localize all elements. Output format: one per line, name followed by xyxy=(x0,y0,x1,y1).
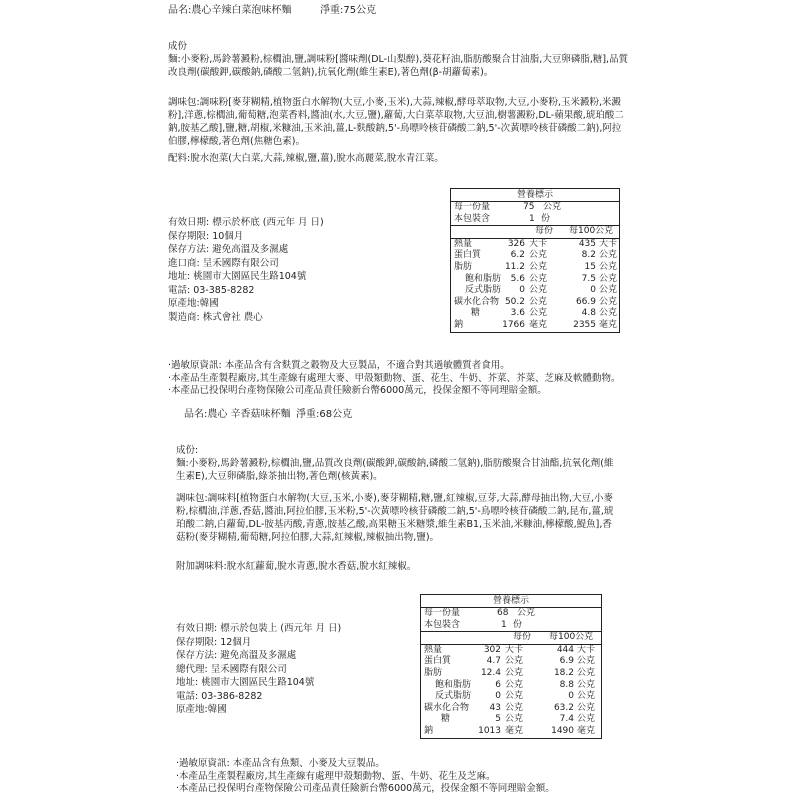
per-100g-unit: 公克 xyxy=(577,702,596,713)
per-serving-value: 3.6 xyxy=(510,308,525,319)
nutrient-label: 碳水化合物 xyxy=(424,702,470,713)
product1-nutrition-rows xyxy=(451,238,619,332)
per-100g-unit: 大卡 xyxy=(577,644,596,655)
nutrient-label: 熱量 xyxy=(454,238,473,249)
per-100g-value: 4.8 xyxy=(581,308,596,319)
nutrient-label: 熱量 xyxy=(424,644,443,655)
per-100g-value: 7.4 xyxy=(559,714,574,725)
nutrition-row xyxy=(451,274,619,286)
product2-info xyxy=(176,622,341,717)
col-per-serving: 每份 xyxy=(513,632,532,643)
servings-unit: 份 xyxy=(513,619,523,630)
note-line: ·本產品生產製程廠房,其生產線有處理大麥、甲殼類動物、蛋、花生、牛奶、芥菜、芥菜、芝麻及軟體動物。 xyxy=(168,372,621,384)
nutrition-row xyxy=(451,320,619,332)
per-100g-value: 0 xyxy=(590,285,596,296)
servings-unit: 份 xyxy=(541,213,551,224)
nutrition-row xyxy=(421,703,601,715)
info-line: 地址: 桃園市大園區民生路104號 xyxy=(168,271,307,282)
per-serving-unit: 公克 xyxy=(505,714,524,725)
per-serving-unit: 大卡 xyxy=(529,238,548,249)
servings-label: 本包裝含 xyxy=(454,213,491,224)
nutrient-label: 鈉 xyxy=(454,319,464,330)
info-line: 保存方法: 避免高溫及多濕處 xyxy=(176,650,297,661)
product1-ingredients-label: 成份 xyxy=(168,41,188,52)
per-serving-value: 1013 xyxy=(478,725,501,736)
product2-nutrition-table xyxy=(420,594,602,739)
nutrition-row xyxy=(421,726,601,738)
info-line: 保存期限: 12個月 xyxy=(176,636,252,648)
product1-ingredients: 麵:小麥粉,馬鈴薯澱粉,棕櫚油,鹽,調味粉[醬味劑(DL-山梨醇),葵花籽油,脂肪酸聚合甘油脂,大豆卵磷脂,糖],品質改良劑(碳酸鉀,碳酸鈉,磷酸二氫鈉),抗氧化劑(維生素E),著色劑(β-胡蘿蔔素)。 xyxy=(168,54,629,78)
per-serving-unit: 公克 xyxy=(529,308,548,319)
per-100g-value: 63.2 xyxy=(553,702,574,713)
col-per-serving: 每份 xyxy=(535,226,554,237)
per-100g-value: 435 xyxy=(578,238,596,249)
note-line: ·過敏原資訊: 本產品含有魚類、小麥及大豆製品。 xyxy=(176,758,385,769)
per-serving-unit: 公克 xyxy=(529,285,548,296)
per-100g-value: 18.2 xyxy=(553,667,574,678)
per-100g-unit: 公克 xyxy=(577,667,596,678)
per-serving-value: 302 xyxy=(483,644,501,655)
nutrient-label: 鈉 xyxy=(424,725,434,736)
per-100g-value: 66.9 xyxy=(575,296,596,307)
per-serving-unit: 公克 xyxy=(529,273,548,284)
serving-size-label: 每一份量 xyxy=(454,202,491,212)
per-serving-unit: 毫克 xyxy=(529,319,548,330)
note-line: ·本產品已投保明台產物保險公司產品責任險新台幣6000萬元，投保金額不等同理賠金額。 xyxy=(176,783,555,794)
product2-name: 品名:農心 辛香菇味杯麵 xyxy=(184,409,291,420)
nutrition-row xyxy=(421,656,601,668)
per-serving-value: 6 xyxy=(495,679,501,690)
product1-nutrition-table xyxy=(450,188,620,333)
nutrient-label: 飽和脂肪 xyxy=(465,273,502,284)
servings-label: 本包裝含 xyxy=(424,619,461,630)
nutrient-label: 糖 xyxy=(471,308,481,319)
product2-seasoning: 調味包:調味料[植物蛋白水解物(大豆,玉米,小麥),麥芽糊精,糖,鹽,紅辣椒,豆芽,大蒜,酵母抽出物,大豆,小麥粉,棕櫚油,洋蔥,香菇,醬油,阿拉伯膠,玉米粉,5'-次黃嘌呤核苷磷酸二鈉,5'-鳥嘌呤核苷磷酸二鈉,昆布,薑,琥珀酸二鈉,白蘿蔔,DL-胺基丙酸,青蔥,胺基乙酸,高果糖玉米糖漿,維生素B1,玉米油,米糠油,檸檬酸,鯷魚],香菇粉(麥芽糊精,葡萄糖,阿拉伯膠,大蒜,紅辣椒,辣椒抽出物,鹽)。 xyxy=(176,493,614,543)
per-100g-value: 6.9 xyxy=(559,656,574,667)
product1-name: 品名:農心辛辣白菜泡味杯麵 xyxy=(168,5,292,16)
servings-value: 1 xyxy=(501,619,507,630)
per-100g-unit: 公克 xyxy=(599,296,618,307)
per-100g-unit: 公克 xyxy=(599,308,618,319)
serving-size-value: 75 xyxy=(523,202,535,212)
nutrition-row xyxy=(421,680,601,692)
nutrition-title: 營養標示 xyxy=(451,189,619,202)
per-serving-value: 0 xyxy=(519,285,525,296)
product2-ingredients-label: 成份: xyxy=(176,445,199,456)
info-line: 保存期限: 10個月 xyxy=(168,230,244,242)
per-100g-value: 0 xyxy=(568,691,574,702)
nutrition-row xyxy=(451,238,619,251)
col-per-100g: 每100公克 xyxy=(549,632,594,643)
per-100g-value: 1490 xyxy=(551,725,574,736)
nutrition-row xyxy=(421,714,601,726)
info-line: 有效日期: 標示於包裝上 (西元年 月 日) xyxy=(176,623,342,634)
nutrient-label: 脂肪 xyxy=(424,667,443,678)
info-line: 電話: 03-385-8282 xyxy=(168,284,255,296)
nutrition-row xyxy=(421,644,601,657)
per-100g-unit: 公克 xyxy=(577,691,596,702)
nutrient-label: 糖 xyxy=(441,714,451,725)
col-per-100g: 每100公克 xyxy=(569,226,614,237)
per-serving-unit: 公克 xyxy=(505,679,524,690)
info-line: 保存方法: 避免高溫及多濕處 xyxy=(168,244,289,255)
per-serving-unit: 大卡 xyxy=(505,644,524,655)
per-100g-value: 8.8 xyxy=(559,679,574,690)
per-serving-unit: 公克 xyxy=(529,261,548,272)
per-serving-unit: 公克 xyxy=(505,702,524,713)
per-100g-unit: 公克 xyxy=(599,273,618,284)
per-serving-unit: 毫克 xyxy=(505,725,524,736)
nutrition-row xyxy=(421,668,601,680)
per-serving-value: 5.6 xyxy=(510,273,525,284)
nutrition-row xyxy=(421,691,601,703)
per-100g-value: 444 xyxy=(556,644,574,655)
per-serving-value: 43 xyxy=(489,702,501,713)
per-serving-value: 0 xyxy=(495,691,501,702)
info-line: 電話: 03-386-8282 xyxy=(176,690,263,702)
per-serving-value: 1766 xyxy=(502,319,525,330)
info-line: 總代理: 呈禾國際有限公司 xyxy=(176,663,287,675)
serving-size-value: 68 xyxy=(497,608,509,618)
per-100g-unit: 公克 xyxy=(599,250,618,261)
info-line: 進口商: 呈禾國際有限公司 xyxy=(168,257,279,269)
product1-notes xyxy=(168,360,621,398)
per-100g-unit: 公克 xyxy=(599,285,618,296)
nutrient-label: 反式脂肪 xyxy=(435,691,472,702)
nutrition-row xyxy=(451,250,619,262)
per-100g-unit: 毫克 xyxy=(599,319,618,330)
product2-ingredients: 麵:小麥粉,馬鈴薯澱粉,棕櫚油,鹽,品質改良劑(碳酸鉀,碳酸鈉,磷酸二氫鈉),脂肪酸聚合甘油酯,抗氧化劑(維生素E),大豆卵磷脂,綠茶抽出物,著色劑(核黃素)。 xyxy=(176,458,614,482)
per-100g-value: 8.2 xyxy=(581,250,596,261)
per-100g-unit: 公克 xyxy=(577,656,596,667)
per-serving-value: 11.2 xyxy=(504,261,525,272)
per-100g-unit: 大卡 xyxy=(599,238,618,249)
nutrition-row xyxy=(451,297,619,309)
per-100g-value: 15 xyxy=(584,261,596,272)
nutrient-label: 蛋白質 xyxy=(424,656,452,667)
per-serving-unit: 公克 xyxy=(529,250,548,261)
product2-notes xyxy=(176,758,555,796)
per-serving-unit: 公克 xyxy=(529,296,548,307)
info-line: 原產地:韓國 xyxy=(168,298,219,309)
info-line: 有效日期: 標示於杯底 (西元年 月 日) xyxy=(168,217,324,228)
info-line: 製造商: 株式會社 農心 xyxy=(168,311,263,323)
product1-garnish: 配料:脫水泡菜(大白菜,大蒜,辣椒,鹽,薑),脫水高麗菜,脫水青江菜。 xyxy=(168,153,444,164)
per-serving-unit: 公克 xyxy=(505,667,524,678)
per-100g-value: 7.5 xyxy=(581,273,596,284)
nutrition-row xyxy=(451,308,619,320)
product1-net-weight: 淨重:75公克 xyxy=(320,5,377,16)
nutrient-label: 飽和脂肪 xyxy=(435,679,472,690)
serving-size-label: 每一份量 xyxy=(424,608,461,618)
info-line: 原產地:韓國 xyxy=(176,704,227,715)
product2-net-weight: 淨重:68公克 xyxy=(296,409,353,420)
serving-size-unit: 公克 xyxy=(543,202,562,212)
nutrient-label: 蛋白質 xyxy=(454,250,482,261)
product1-seasoning: 調味包:調味粉[麥芽糊精,植物蛋白水解物(大豆,小麥,玉米),大蒜,辣椒,酵母萃取物,大豆,小麥粉,玉米澱粉,米澱粉],洋蔥,棕櫚油,葡萄糖,泡菜香料,醬油(水,大豆,鹽),蘿蔔,大白菜萃取物,大豆油,樹薯澱粉,DL-蘋果酸,琥珀酸二鈉,胺基乙酸],鹽,糖,胡椒,米糠油,玉米油,薑,L-麩酸鈉,5'-鳥嘌呤核苷磷酸二鈉,5'-次黃嘌呤核苷磷酸二鈉),阿拉伯膠,檸檬酸,著色劑(焦糖色素)。 xyxy=(168,97,624,147)
per-serving-value: 50.2 xyxy=(504,296,525,307)
nutrient-label: 脂肪 xyxy=(454,261,473,272)
nutrient-label: 碳水化合物 xyxy=(454,296,500,307)
per-serving-value: 12.4 xyxy=(480,667,501,678)
per-100g-unit: 公克 xyxy=(577,679,596,690)
note-line: ·本產品已投保明台產物保險公司產品責任險新台幣6000萬元，投保金額不等同理賠金額。 xyxy=(168,385,547,396)
nutrient-label: 反式脂肪 xyxy=(465,285,502,296)
note-line: ·過敏原資訊: 本產品含有含麩質之穀物及大豆製品，不適合對其過敏體質者食用。 xyxy=(168,360,510,371)
per-serving-value: 6.2 xyxy=(510,250,525,261)
per-100g-unit: 公克 xyxy=(577,714,596,725)
per-serving-value: 5 xyxy=(495,714,501,725)
nutrition-row xyxy=(451,262,619,274)
product2-garnish: 附加調味料:脫水紅蘿蔔,脫水青蔥,脫水香菇,脫水紅辣椒。 xyxy=(176,561,417,572)
per-100g-unit: 毫克 xyxy=(577,725,596,736)
per-serving-unit: 公克 xyxy=(505,691,524,702)
product1-info xyxy=(168,216,324,324)
per-serving-unit: 公克 xyxy=(505,656,524,667)
per-serving-value: 326 xyxy=(507,238,525,249)
product2-nutrition-rows xyxy=(421,644,601,738)
per-serving-value: 4.7 xyxy=(486,656,501,667)
note-line: ·本產品生產製程廠房,其生產線有處理甲殼類動物、蛋、牛奶、花生及芝麻。 xyxy=(176,770,496,782)
per-100g-unit: 公克 xyxy=(599,261,618,272)
nutrition-row xyxy=(451,285,619,297)
info-line: 地址: 桃園市大園區民生路104號 xyxy=(176,677,315,688)
nutrition-title: 營養標示 xyxy=(421,595,601,608)
servings-value: 1 xyxy=(529,213,535,224)
serving-size-unit: 公克 xyxy=(517,608,536,618)
per-100g-value: 2355 xyxy=(573,319,596,330)
